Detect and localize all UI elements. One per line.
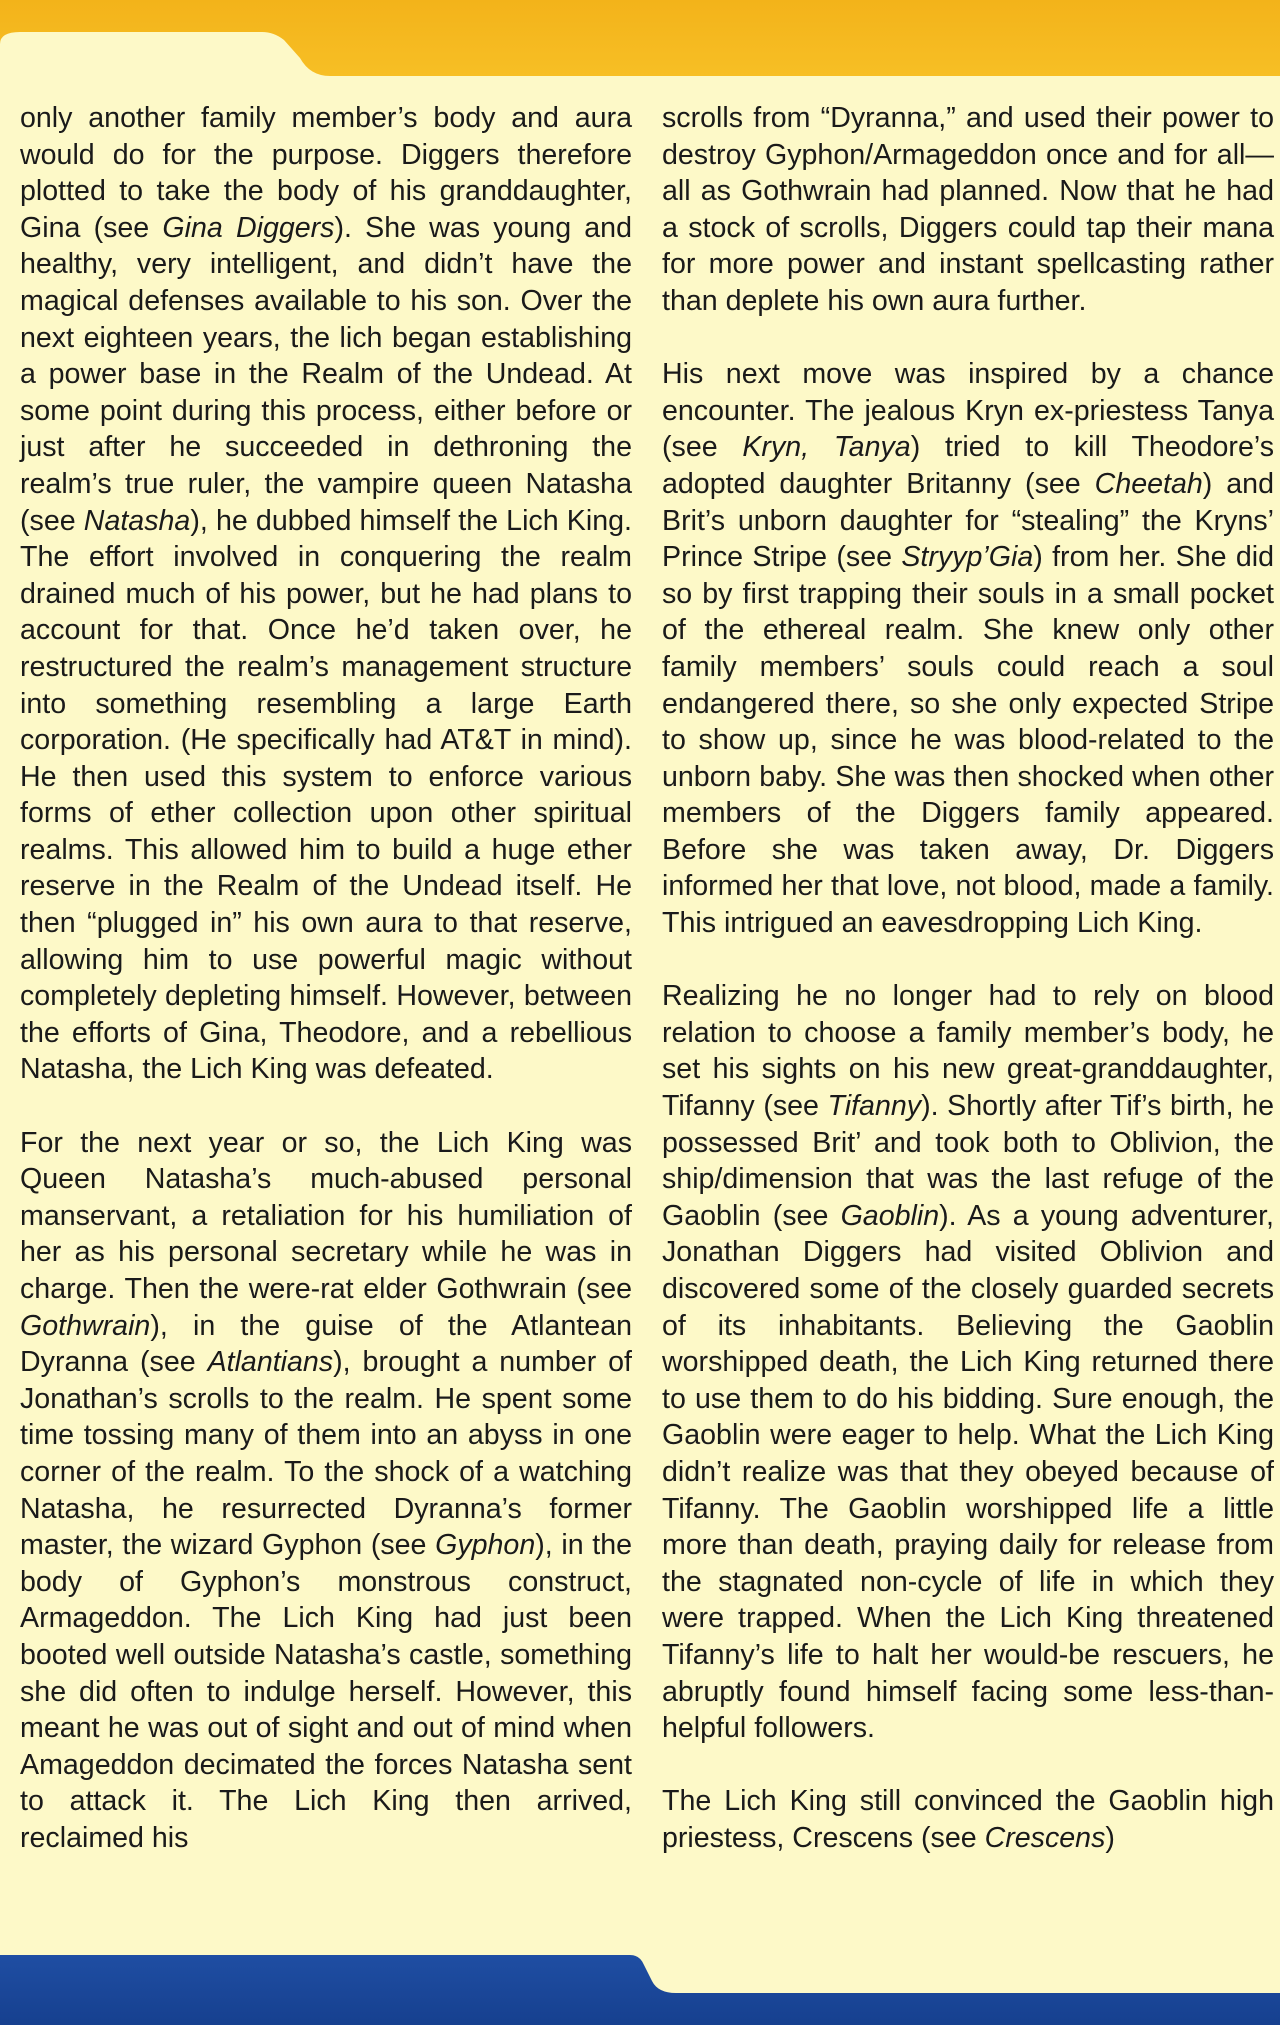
article-paragraph (662, 978, 1274, 1746)
paragraph-text: ) from her. She did so by first trapping their souls in a small pocket of the ethereal realm. She knew only other family members’ souls could reach a soul endangered there, so she only expected Stripe to show up, since he was blood-related to the unborn baby. She was then shocked when other members of the Diggers family appeared. Before she was taken away, Dr. Diggers informed her that love, not blood, made a family. This intrigued an eavesdropping Lich King. (662, 541, 1274, 940)
cross-reference: Tifanny (827, 1090, 922, 1123)
cross-reference: Crescens (984, 1821, 1106, 1854)
paragraph-text: ) (1105, 1821, 1115, 1854)
cross-reference: Kryn, Tanya (742, 431, 911, 464)
right-column (662, 100, 1274, 1857)
cross-reference: Gothwrain (20, 1309, 151, 1342)
left-column (20, 100, 632, 1857)
cross-reference: Cheetah (1094, 467, 1203, 500)
cross-reference: Stryyp’Gia (901, 541, 1034, 574)
bottom-folder-tab-shape (0, 1935, 1280, 2025)
paragraph-text: ), in the body of Gyphon’s monstrous construct, Armageddon. The Lich King had just been booted well outside Natasha’s castle, something she did often to indulge herself. However, this meant he was out of sight and out of mind when Amageddon decimated the forces Natasha sent to attack it. The Lich King then arrived, reclaimed his (20, 1529, 632, 1854)
cross-reference: Gina Diggers (162, 211, 335, 244)
paragraph-text: ) tried to kill Theodore’s adopted daughter Britanny (see (662, 431, 1274, 500)
article-paragraph (20, 1125, 632, 1857)
cross-reference: Natasha (83, 504, 191, 537)
article-paragraph (662, 1783, 1274, 1856)
article-paragraph (20, 100, 632, 1088)
paragraph-text: ). As a young adventurer, Jonathan Diggers had visited Oblivion and discovered some of the closely guarded secrets of its inhabitants. Believing the Gaoblin worshipped death, the Lich King returned there to use them to do his bidding. Sure enough, the Gaoblin were eager to help. What the Lich King didn’t realize was that they obeyed because of Tifanny. The Gaoblin worshipped life a little more than death, praying daily for release from the stagnated non-cycle of life in which they were trapped. When the Lich King threatened Tifanny’s life to halt her would-be rescuers, he abruptly found himself facing some less-than-helpful followers. (662, 1199, 1274, 1745)
paragraph-text: Realizing he no longer had to rely on blood relation to choose a family member’s body, he set his sights on his new great-granddaughter, Tifanny (see (662, 980, 1274, 1123)
cross-reference: Gaoblin (840, 1199, 940, 1232)
paragraph-text: ) and Brit’s unborn daughter for “stealing” the Kryns’ Prince Stripe (see (662, 467, 1274, 574)
paragraph-text: For the next year or so, the Lich King was Queen Natasha’s much-abused personal manservant, a retaliation for his humiliation of her as his personal secretary while he was in charge. Then the were-rat elder Gothwrain (see (20, 1126, 632, 1305)
paragraph-text: scrolls from “Dyranna,” and used their power to destroy Gyphon/Armageddon once and for all—all as Gothwrain had planned. Now that he had a stock of scrolls, Diggers could tap their mana for more power and instant spellcasting rather than deplete his own aura further. (662, 102, 1274, 317)
cross-reference: Atlantians (207, 1346, 334, 1379)
cross-reference: Gyphon (435, 1529, 536, 1562)
article-paragraph (662, 356, 1274, 942)
paragraph-text: ), brought a number of Jonathan’s scrolls to the realm. He spent some time tossing many of them into an abyss in one corner of the realm. To the shock of a watching Natasha, he resurrected Dyranna’s former master, the wizard Gyphon (see (20, 1346, 632, 1562)
paragraph-text: ), he dubbed himself the Lich King. The effort involved in conquering the realm drained much of his power, but he had plans to account for that. Once he’d taken over, he restructured the realm’s management structure into something resembling a large Earth corporation. (He specifically had AT&T in mind). He then used this system to enforce various forms of ether collection upon other spiritual realms. This allowed him to build a huge ether reserve in the Realm of the Undead itself. He then “plugged in” his own aura to that reserve, allowing him to use powerful magic without completely depleting himself. However, between the efforts of Gina, Theodore, and a rebellious Natasha, the Lich King was defeated. (20, 504, 632, 1086)
paragraph-text: His next move was inspired by a chance encounter. The jealous Kryn ex-priestess Tanya (see (662, 358, 1274, 464)
paragraph-text: only another family member’s body and aura would do for the purpose. Diggers therefore plotted to take the body of his granddaughter, Gina (see (20, 102, 632, 244)
article-paragraph (662, 100, 1274, 320)
paragraph-text: ), in the guise of the Atlantean Dyranna (see (20, 1309, 632, 1379)
paragraph-text: ). Shortly after Tif’s birth, he possessed Brit’ and took both to Oblivion, the ship/dimension that was the last refuge of the Gaoblin (see (662, 1090, 1274, 1232)
paragraph-text: ). She was young and healthy, very intelligent, and didn’t have the magical defenses available to his son. Over the next eighteen years, the lich began establishing a power base in the Realm of the Undead. At some point during this process, either before or just after he succeeded in dethroning the realm’s true ruler, the vampire queen Natasha (see (20, 211, 632, 537)
paragraph-text: The Lich King still convinced the Gaoblin high priestess, Crescens (see (662, 1785, 1274, 1854)
